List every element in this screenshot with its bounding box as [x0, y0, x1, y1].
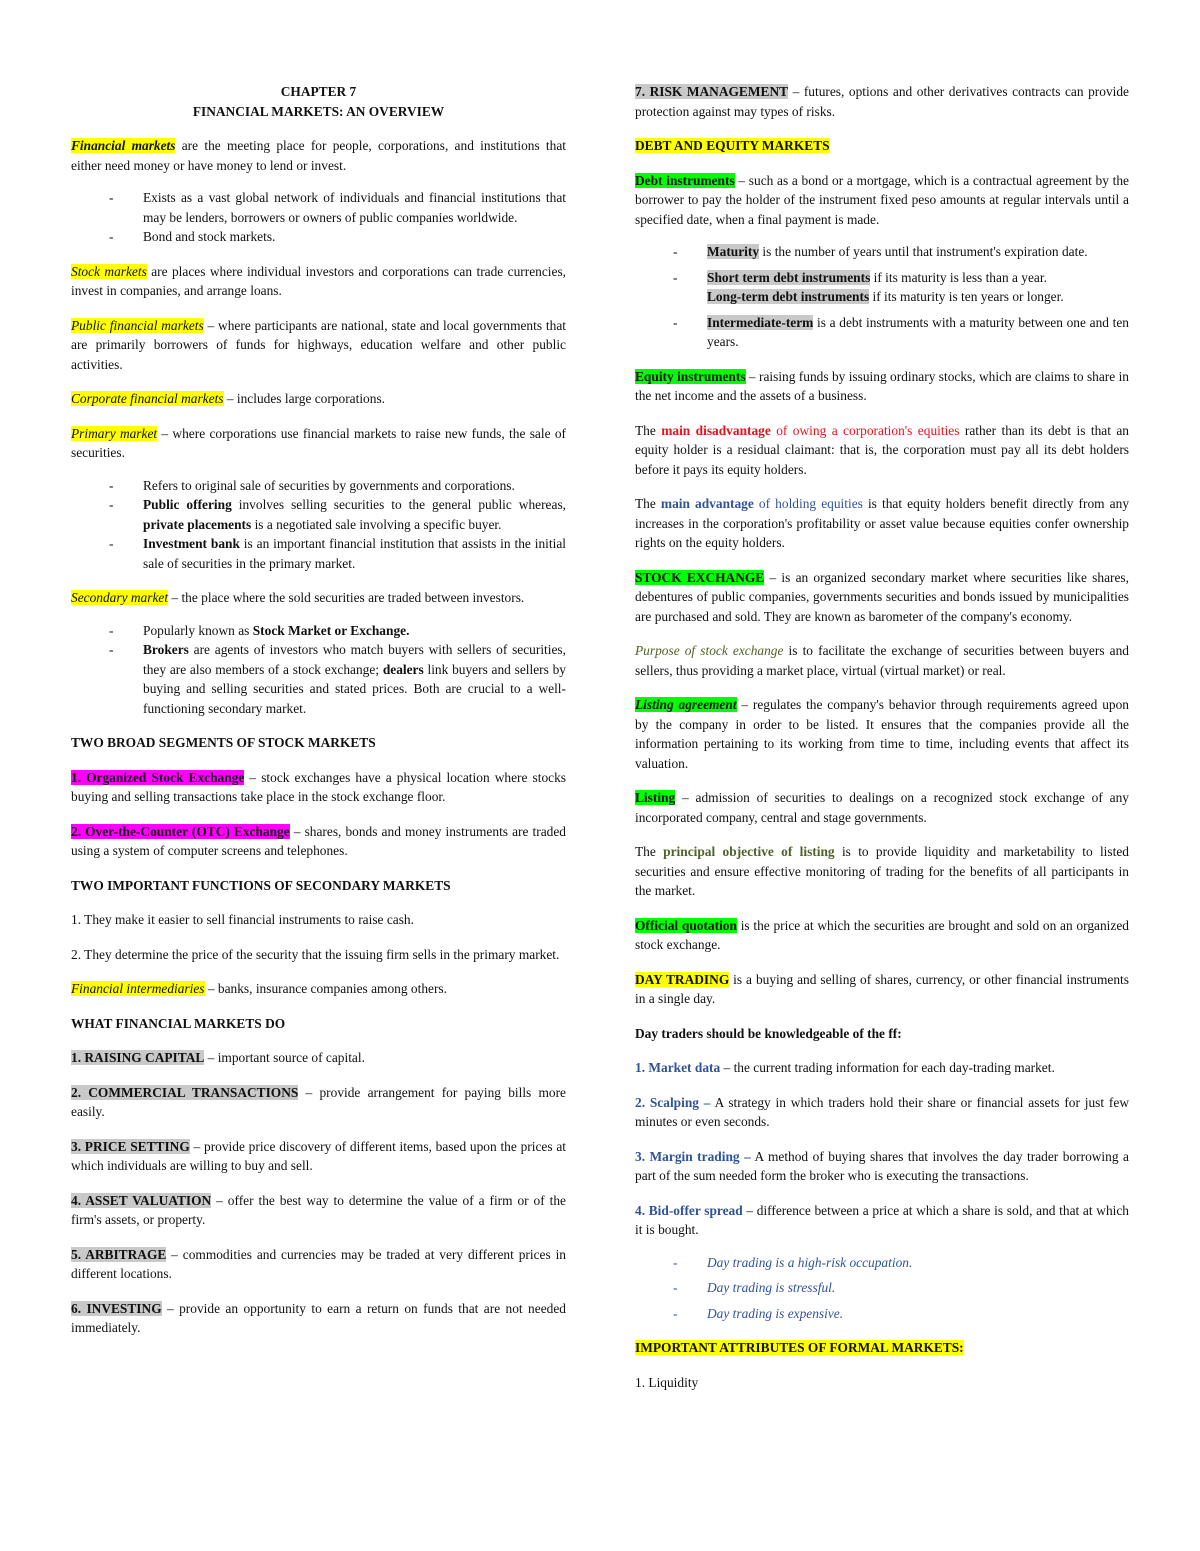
list-item: - Public offering involves selling securities to the general public whereas, private placements is a negotiated sale involving a specific buyer. — [71, 495, 566, 534]
listing-objective: The principal objective of listing is to provide liquidity and marketability to listed securities and ensure effective monitoring of trading for the benefits of all participants in the market. — [635, 844, 1129, 898]
list-item: - Day trading is a high-risk occupation. — [635, 1253, 1129, 1273]
financial-intermediaries-term: Financial intermediaries — [71, 981, 205, 996]
primary-market-def: Primary market – where corporations use financial markets to raise new funds, the sale of securities. — [71, 425, 566, 460]
financial-markets-def: Financial markets are the meeting place for people, corporations, and institutions that either need money or have money to lend or invest. — [71, 138, 567, 173]
stock-exchange-term: STOCK EXCHANGE — [635, 569, 765, 585]
day-traders-heading: Day traders should be knowledgeable of the ff: — [635, 1025, 902, 1041]
corporate-financial-markets-term: Corporate financial markets — [71, 391, 224, 406]
right-column — [635, 82, 1129, 1407]
maturity-bullets — [635, 242, 1129, 352]
attribute-item: 1. Liquidity — [635, 1374, 699, 1390]
debt-instruments-term: Debt instruments — [635, 172, 735, 188]
market-role-item: 2. COMMERCIAL TRANSACTIONS – provide arrangement for paying bills more easily. — [71, 1084, 566, 1119]
list-item: - Short term debt instruments if its maturity is less than a year. Long-term debt instruments if its maturity is ten years or longer. — [635, 268, 1129, 307]
financial-markets-term: Financial markets — [71, 138, 176, 153]
market-role-item: 1. RAISING CAPITAL – important source of capital. — [71, 1050, 365, 1065]
official-quotation-def: Official quotation is the price at which the securities are brought and sold on an organized stock exchange. — [635, 917, 1129, 952]
official-quotation-term: Official quotation — [635, 917, 737, 933]
secondary-market-bullets — [71, 621, 566, 719]
list-item: - Bond and stock markets. — [71, 227, 566, 247]
day-trading-term: DAY TRADING — [635, 971, 730, 987]
market-role-item: 7. RISK MANAGEMENT – futures, options and other derivatives contracts can provide protection against may types of risks. — [635, 84, 1130, 119]
list-item: - Intermediate-term is a debt instruments with a maturity between one and ten years. — [635, 313, 1129, 352]
stock-markets-term: Stock markets — [71, 263, 147, 279]
knowledge-item: 1. Market data – the current trading information for each day-trading market. — [635, 1060, 1055, 1075]
day-trading-notes — [635, 1253, 1129, 1324]
function-item: 2. They determine the price of the security that the issuing firm sells in the primary market. — [71, 946, 560, 962]
primary-market-term: Primary market — [71, 425, 158, 441]
public-financial-markets-term: Public financial markets — [71, 317, 204, 333]
chapter-number: CHAPTER 7 — [280, 84, 357, 99]
list-item: - Investment bank is an important financial institution that assists in the initial sale of securities in the primary market. — [71, 534, 566, 573]
functions-heading: TWO IMPORTANT FUNCTIONS OF SECONDARY MARKETS — [71, 877, 451, 893]
segments-heading: TWO BROAD SEGMENTS OF STOCK MARKETS — [71, 735, 376, 750]
listing-agreement-def: Listing agreement – regulates the company's behavior through requirements agreed upon by the company in order to be listed. It ensures that the companies provide all the information pertaining to its working from time to time, including events that affect its valuation. — [635, 697, 1129, 771]
list-item: - Day trading is stressful. — [635, 1278, 1129, 1298]
listing-agreement-term: Listing agreement — [635, 697, 737, 712]
main-disadvantage: The main disadvantage of owing a corporation's equities rather than its debt is that an equity holder is a residual claimant: that is, the corporation must pay all its debt holders before it pays its equity holders. — [635, 422, 1129, 477]
list-item: - Maturity is the number of years until that instrument's expiration date. — [635, 242, 1129, 262]
financial-intermediaries-def: Financial intermediaries – banks, insurance companies among others. — [71, 981, 447, 996]
knowledge-item: 2. Scalping – A strategy in which traders hold their share or financial assets for just few minutes or even seconds. — [635, 1094, 1129, 1129]
main-advantage: The main advantage of holding equities is that equity holders benefit directly from any increases in the corporation's profitability or asset value because equities confer ownership rights on the equity holders. — [635, 496, 1130, 550]
stock-markets-def: Stock markets are places where individual investors and corporations can trade currencies, invest in companies, and arrange loans. — [71, 263, 566, 298]
organized-exchange-term: 1. Organized Stock Exchange — [71, 769, 245, 785]
chapter-header — [71, 82, 566, 122]
list-item: - Popularly known as Stock Market or Exchange. — [71, 621, 566, 641]
purpose-stock-exchange: Purpose of stock exchange is to facilitate the exchange of securities between buyers and sellers, thus providing a market place, virtual (virtual market) or real. — [635, 643, 1129, 678]
knowledge-item: 4. Bid-offer spread – difference between a price at which a share is sold, and that at which it is bought. — [635, 1202, 1129, 1237]
equity-instruments-term: Equity instruments — [635, 368, 746, 384]
corporate-financial-markets-def: Corporate financial markets – includes large corporations. — [71, 391, 386, 406]
left-column — [71, 82, 566, 1353]
financial-markets-bullets — [71, 188, 566, 247]
listing-term: Listing — [635, 790, 676, 805]
secondary-market-def: Secondary market – the place where the sold securities are traded between investors. — [71, 590, 525, 605]
knowledge-item: 3. Margin trading – A method of buying shares that involves the day trader borrowing a part of the sum needed form the broker who is executing the transactions. — [635, 1148, 1129, 1183]
what-markets-do-heading: WHAT FINANCIAL MARKETS DO — [71, 1015, 286, 1031]
organized-exchange-def: 1. Organized Stock Exchange – stock exchanges have a physical location where stocks buying and selling transactions take place in the stock exchange floor. — [71, 769, 566, 804]
function-item: 1. They make it easier to sell financial instruments to raise cash. — [71, 912, 414, 927]
debt-equity-heading: DEBT AND EQUITY MARKETS — [635, 138, 830, 153]
market-role-item: 4. ASSET VALUATION – offer the best way to determine the value of a firm or of the firm's assets, or property. — [71, 1192, 566, 1227]
primary-market-bullets — [71, 476, 566, 574]
secondary-market-term: Secondary market — [71, 590, 169, 605]
attributes-heading: IMPORTANT ATTRIBUTES OF FORMAL MARKETS: — [635, 1340, 964, 1355]
day-trading-def: DAY TRADING is a buying and selling of shares, currency, or other financial instruments in a single day. — [635, 971, 1129, 1006]
public-financial-markets-def: Public financial markets – where participants are national, state and local governments that are primarily borrowers of funds for highways, education welfare and other public activities. — [71, 317, 566, 372]
market-role-item: 5. ARBITRAGE – commodities and currencies may be traded at very different prices in different locations. — [71, 1246, 566, 1281]
equity-instruments-def: Equity instruments – raising funds by issuing ordinary stocks, which are claims to share in the net income and the assets of a business. — [635, 368, 1129, 403]
listing-def: Listing – admission of securities to dealings on a recognized stock exchange of any incorporated company, central and stage governments. — [635, 790, 1129, 825]
otc-exchange-def: 2. Over-the-Counter (OTC) Exchange – shares, bonds and money instruments are traded using a system of computer screens and telephones. — [71, 823, 566, 858]
chapter-title: FINANCIAL MARKETS: AN OVERVIEW — [192, 104, 445, 119]
list-item: - Brokers are agents of investors who match buyers with sellers of securities, they are also members of a stock exchange; dealers link buyers and sellers by buying and selling securities and stated prices. Both are crucial to a well-functioning secondary market. — [71, 640, 566, 718]
stock-exchange-def: STOCK EXCHANGE – is an organized secondary market where securities like shares, debentures of public companies, governments securities and bonds issued by municipalities are purchased and sold. They are known as barometer of the company's economy. — [635, 569, 1129, 624]
list-item: - Day trading is expensive. — [635, 1304, 1129, 1324]
debt-instruments-def: Debt instruments – such as a bond or a mortgage, which is a contractual agreement by the borrower to pay the holder of the instrument fixed peso amounts at regular intervals until a specified date, when a final payment is made. — [635, 172, 1129, 227]
list-item: - Refers to original sale of securities by governments and corporations. — [71, 476, 566, 496]
otc-exchange-term: 2. Over-the-Counter (OTC) Exchange — [71, 823, 290, 839]
list-item: - Exists as a vast global network of individuals and financial institutions that may be lenders, borrowers or owners of public companies worldwide. — [71, 188, 566, 227]
market-role-item: 6. INVESTING – provide an opportunity to earn a return on funds that are not needed immediately. — [71, 1300, 566, 1335]
market-role-item: 3. PRICE SETTING – provide price discovery of different items, based upon the prices at which individuals are willing to buy and sell. — [71, 1138, 566, 1173]
